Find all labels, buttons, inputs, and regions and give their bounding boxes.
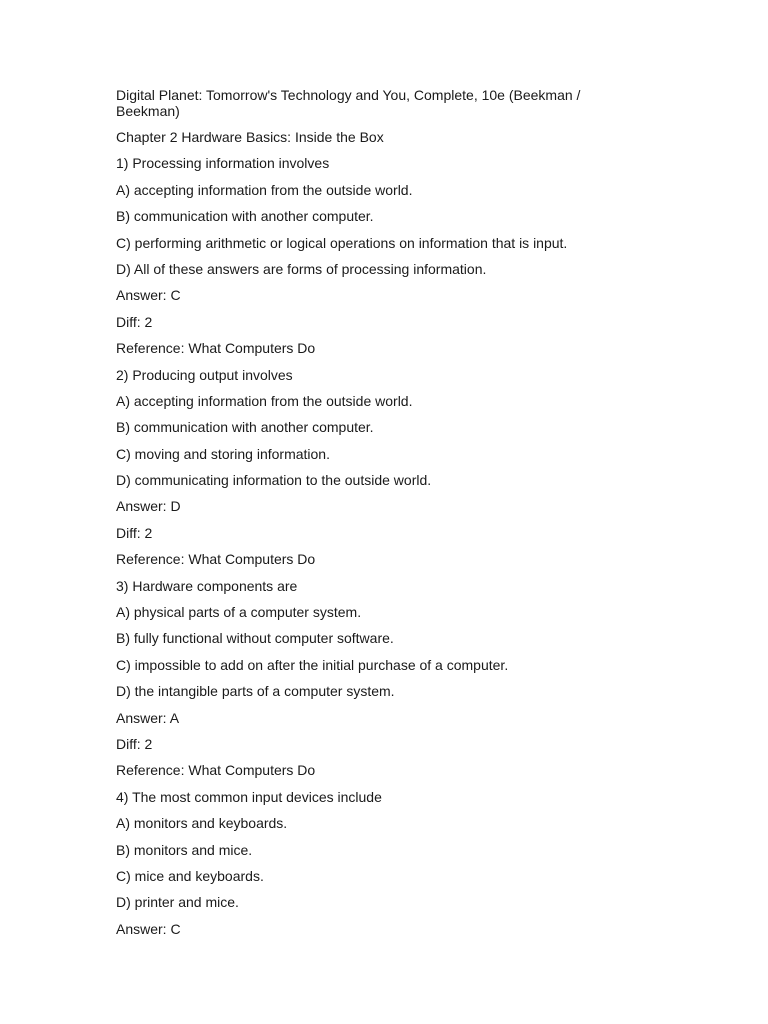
question-1-option-c: C) performing arithmetic or logical operations on information that is input. xyxy=(116,234,568,251)
question-1-difficulty: Diff: 2 xyxy=(116,313,153,330)
question-1-answer: Answer: C xyxy=(116,287,181,304)
question-3-option-c: C) impossible to add on after the initial purchase of a computer. xyxy=(116,656,509,673)
question-1-option-d: D) All of these answers are forms of processing information. xyxy=(116,260,487,277)
question-2-option-b: B) communication with another computer. xyxy=(116,419,374,436)
document-title: Digital Planet: Tomorrow's Technology and You, Complete, 10e (Beekman / Beekman) xyxy=(116,87,581,119)
question-2-option-c: C) moving and storing information. xyxy=(116,445,330,462)
question-1-reference: Reference: What Computers Do xyxy=(116,340,316,357)
question-4-answer: Answer: C xyxy=(116,920,181,937)
question-4-option-b: B) monitors and mice. xyxy=(116,841,253,858)
question-3-option-b: B) fully functional without computer software. xyxy=(116,630,394,647)
question-1-stem: 1) Processing information involves xyxy=(116,155,330,172)
question-4-option-c: C) mice and keyboards. xyxy=(116,867,264,884)
question-4-option-a: A) monitors and keyboards. xyxy=(116,815,288,832)
question-4-option-d: D) printer and mice. xyxy=(116,894,239,911)
question-4-stem: 4) The most common input devices include xyxy=(116,788,382,805)
question-3-option-d: D) the intangible parts of a computer system. xyxy=(116,683,395,700)
question-3-stem: 3) Hardware components are xyxy=(116,577,298,594)
question-3-reference: Reference: What Computers Do xyxy=(116,762,316,779)
question-1-option-a: A) accepting information from the outside world. xyxy=(116,181,413,198)
question-2-answer: Answer: D xyxy=(116,498,181,515)
question-2-option-d: D) communicating information to the outside world. xyxy=(116,472,432,489)
question-3-answer: Answer: A xyxy=(116,709,180,726)
question-1-option-b: B) communication with another computer. xyxy=(116,208,374,225)
document-page xyxy=(116,87,636,937)
question-2-option-a: A) accepting information from the outside world. xyxy=(116,392,413,409)
chapter-heading: Chapter 2 Hardware Basics: Inside the Box xyxy=(116,129,384,145)
question-2-stem: 2) Producing output involves xyxy=(116,366,293,383)
question-2-reference: Reference: What Computers Do xyxy=(116,551,316,568)
question-3-difficulty: Diff: 2 xyxy=(116,735,153,752)
question-2-difficulty: Diff: 2 xyxy=(116,524,153,541)
question-3-option-a: A) physical parts of a computer system. xyxy=(116,604,362,621)
